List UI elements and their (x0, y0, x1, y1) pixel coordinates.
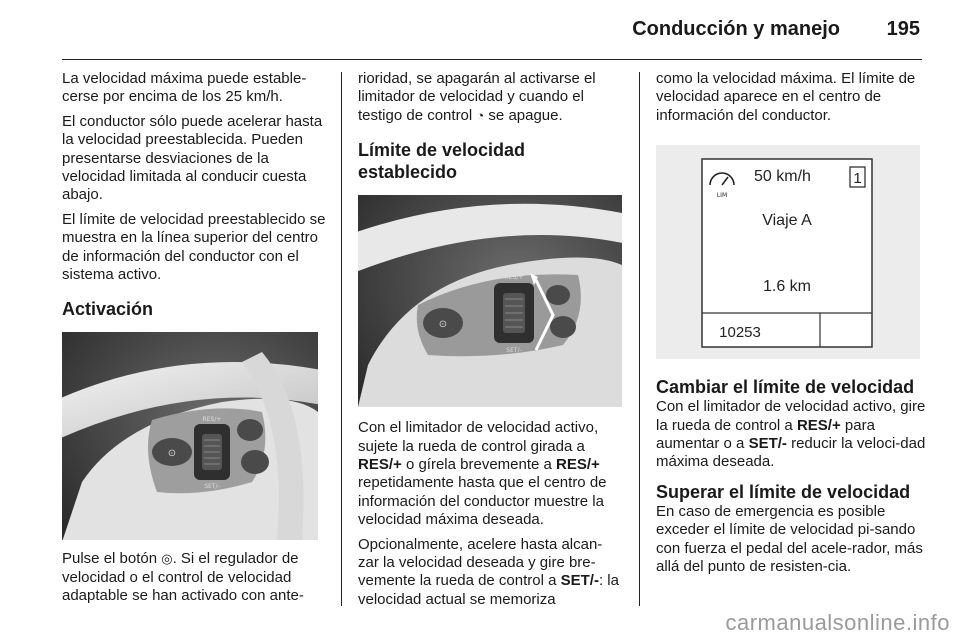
heading-activation: Activación (62, 299, 154, 320)
paragraph-hold-wheel: Con el limitador de velocidad activo, sujete la rueda de control girada a RES/+ o gírela brevemente a RES/+ repetidamente hasta que el centro de información del conductor muestre la velocidad máxima deseada. (358, 419, 607, 529)
column-divider-2 (639, 72, 640, 606)
heading-change-limit: Cambiar el límite de velocidad (656, 377, 915, 398)
column-2 (358, 70, 622, 615)
page-number: 195 (886, 18, 920, 40)
control-indicator-icon: ◔ (476, 107, 485, 123)
paragraph-accelerate: El conductor sólo puede acelerar hasta la velocidad preestablecida. Pueden presentarse desviaciones de la velocidad limitada al conducir cuesta abajo. (62, 112, 323, 204)
watermark: carmanualsonline.info (725, 610, 950, 635)
svg-text:LIM: LIM (716, 192, 728, 200)
header-title: Conducción y manejo (632, 18, 840, 40)
paragraph-display-line: El límite de velocidad preestablecido se muestra en la línea superior del centro de información del conductor con el sistema activo. (62, 210, 326, 284)
svg-text:⊙: ⊙ (167, 448, 177, 460)
steering-wheel-illustration-2 (358, 195, 622, 407)
paragraph-exceed-limit: En caso de emergencia es posible exceder el límite de velocidad pi-sando con fuerza el pedal del acele-rador, más allá del punto de resisten-cia. (656, 502, 923, 576)
column-3 (656, 70, 926, 582)
paragraph-stored-max: como la velocidad máxima. El límite de velocidad aparece en el centro de información del conductor. (656, 70, 916, 124)
display-trip-label: Viaje A (762, 212, 812, 230)
steering-wheel-figure-1 (62, 332, 318, 540)
paragraph-change-limit: Con el limitador de velocidad activo, gire la rueda de control a RES/+ para aumentar o a SET/- reducir la veloci-dad máxima deseada. (656, 398, 926, 471)
wheel-set-label: SET/- (204, 483, 220, 491)
paragraph-press-button: Pulse el botón ◎. Si el regulador de velocidad o el control de velocidad adaptable se han activado con ante- (62, 550, 304, 605)
display-distance: 1.6 km (762, 278, 812, 296)
svg-text:⊙: ⊙ (438, 319, 448, 331)
header-rule (62, 59, 922, 60)
column-divider-1 (341, 72, 342, 606)
wheel-res-label-2: RES/+ (504, 274, 524, 282)
driver-info-display (656, 145, 920, 359)
display-gear: 1 (853, 170, 862, 188)
paragraph-min-speed: La velocidad máxima puede estable-cerse por encima de los 25 km/h. (62, 70, 307, 106)
wheel-set-label-2: SET/- (506, 347, 522, 355)
paragraph-deactivation: rioridad, se apagarán al activarse el limitador de velocidad y cuando el testigo de control ◔ se apague. (358, 70, 596, 124)
steering-wheel-illustration-1 (62, 332, 318, 540)
heading-exceed-limit: Superar el límite de velocidad (656, 481, 911, 502)
driver-info-display-figure (656, 145, 920, 359)
steering-wheel-figure-2 (358, 195, 622, 407)
heading-set-limit: Límite de velocidad establecido (358, 140, 526, 183)
display-odometer: 10253 (719, 324, 761, 342)
paragraph-optional-accelerate: Opcionalmente, acelere hasta alcan-zar la velocidad deseada y gire bre-vemente la rueda de control a SET/-: la velocidad actual se memoriza (358, 535, 619, 608)
display-screen (702, 159, 872, 347)
wheel-res-label: RES/+ (202, 416, 222, 424)
page-header (0, 0, 960, 60)
column-1 (62, 70, 326, 612)
speed-limiter-icon: ◎ (161, 551, 173, 567)
display-speed-limit: 50 km/h (754, 168, 811, 186)
